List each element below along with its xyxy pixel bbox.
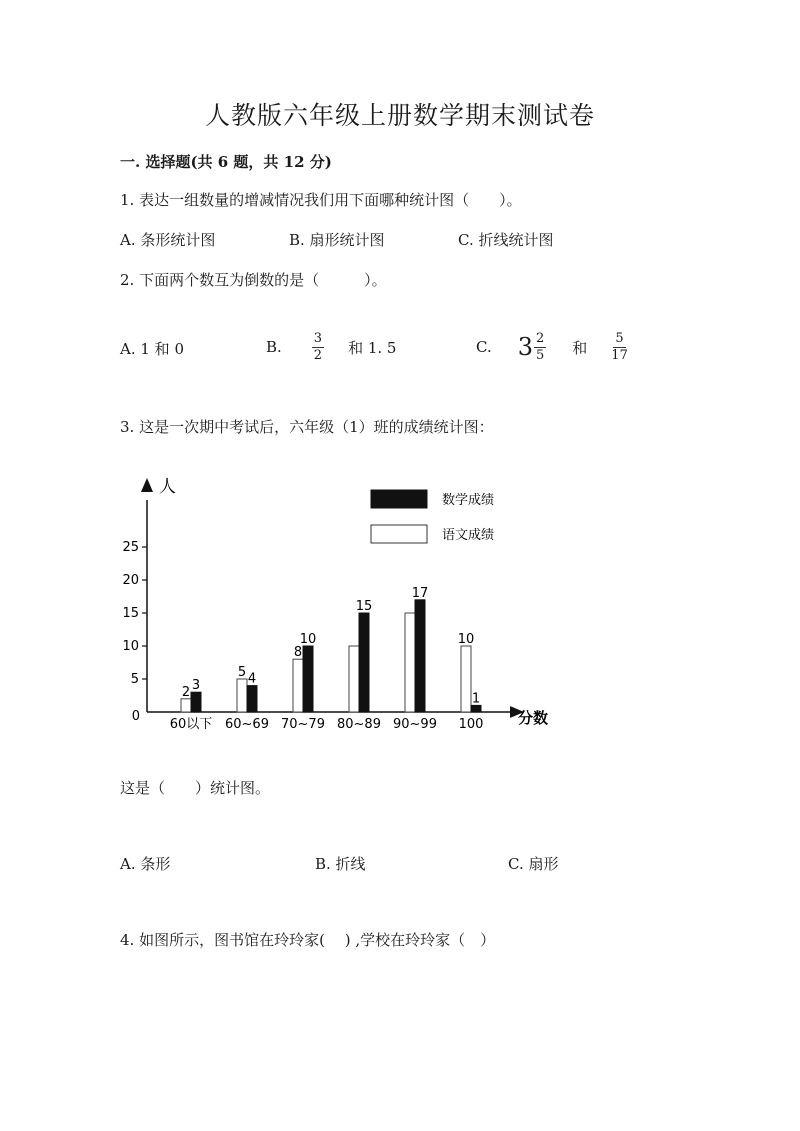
question-3: 3. 这是一次期中考试后，六年级（1）班的成绩统计图： (120, 418, 494, 436)
data-label-chinese: 2 (181, 684, 191, 700)
data-label-math: 17 (411, 585, 429, 601)
bar-chinese (349, 646, 359, 712)
q3-option-c: C. 扇形 (508, 855, 559, 873)
question-4: 4. 如图所示，图书馆在玲玲家( ) ,学校在玲玲家（ ） (120, 931, 496, 949)
score-bar-chart (120, 470, 570, 740)
x-tick-label: 60以下 (169, 717, 213, 732)
q2-option-c (476, 326, 628, 368)
data-label-math: 3 (191, 678, 201, 694)
question-1: 1. 表达一组数量的增减情况我们用下面哪种统计图（ ）。 (120, 191, 522, 209)
data-label-math: 15 (355, 599, 373, 614)
data-label-math: 1 (471, 691, 481, 707)
y-axis-arrow (141, 478, 153, 492)
bar-chinese (405, 613, 415, 712)
bar-math (247, 686, 257, 712)
y-axis-label: 人 (159, 477, 176, 497)
y-tick-label: 5 (130, 672, 139, 687)
legend-swatch-math (371, 490, 427, 508)
q3-option-b: B. 折线 (315, 855, 366, 873)
data-label-math: 4 (247, 671, 257, 687)
y-tick-label: 10 (122, 639, 139, 654)
y-tick-label: 20 (122, 573, 139, 588)
bar-math (359, 613, 369, 712)
section-heading: 一. 选择题(共 6 题，共 12 分) (120, 153, 332, 171)
bar-math (303, 646, 313, 712)
x-tick-label: 90~99 (393, 717, 437, 732)
x-tick-label: 70~79 (281, 717, 325, 732)
origin-label: 0 (131, 709, 140, 724)
q3-followup: 这是（ ）统计图。 (120, 779, 271, 797)
data-label-chinese: 5 (237, 665, 247, 680)
q2-option-b-rest: 和 1. 5 (348, 338, 397, 357)
legend-label-chinese: 语文成绩 (442, 528, 495, 543)
legend-label-math: 数学成绩 (442, 493, 495, 508)
data-label-chinese: 10 (457, 632, 475, 647)
bar-math (415, 600, 425, 712)
bar-chinese (293, 659, 303, 712)
q1-option-a: A. 条形统计图 (120, 231, 216, 249)
mixed-number-whole: 3 (517, 333, 533, 361)
data-label-math: 10 (299, 632, 317, 647)
q2-option-b (266, 326, 396, 368)
q1-option-b: B. 扇形统计图 (289, 231, 385, 249)
page-title: 人教版六年级上册数学期末测试卷 (204, 101, 595, 130)
q2-option-a: A. 1 和 0 (120, 340, 184, 358)
x-axis-label: 分数 (518, 709, 549, 727)
q2-option-c-and: 和 (572, 338, 588, 357)
bar-chinese (237, 679, 247, 712)
x-tick-label: 80~89 (337, 717, 381, 732)
legend-swatch-chinese (371, 525, 427, 543)
y-tick-label: 15 (122, 606, 139, 621)
q2-option-b-letter: B. (266, 338, 282, 356)
question-2: 2. 下面两个数互为倒数的是（ ）。 (120, 271, 387, 289)
x-tick-label: 60~69 (225, 717, 269, 732)
q2-option-c-letter: C. (476, 338, 492, 356)
bar-math (191, 692, 201, 712)
bar-chinese (181, 699, 191, 712)
fraction-five-seventeenths: $\frac{5}{17}$ (611, 330, 628, 363)
data-label-chinese: 8 (293, 645, 303, 661)
fraction-three-halves: $\frac{3}{2}$ (313, 330, 323, 363)
q1-option-c: C. 折线统计图 (458, 231, 554, 249)
y-tick-label: 25 (122, 540, 139, 555)
q3-option-a: A. 条形 (120, 855, 171, 873)
x-tick-label: 100 (458, 717, 484, 732)
bar-chinese (461, 646, 471, 712)
fraction-two-fifths: $\frac{2}{5}$ (536, 330, 545, 363)
